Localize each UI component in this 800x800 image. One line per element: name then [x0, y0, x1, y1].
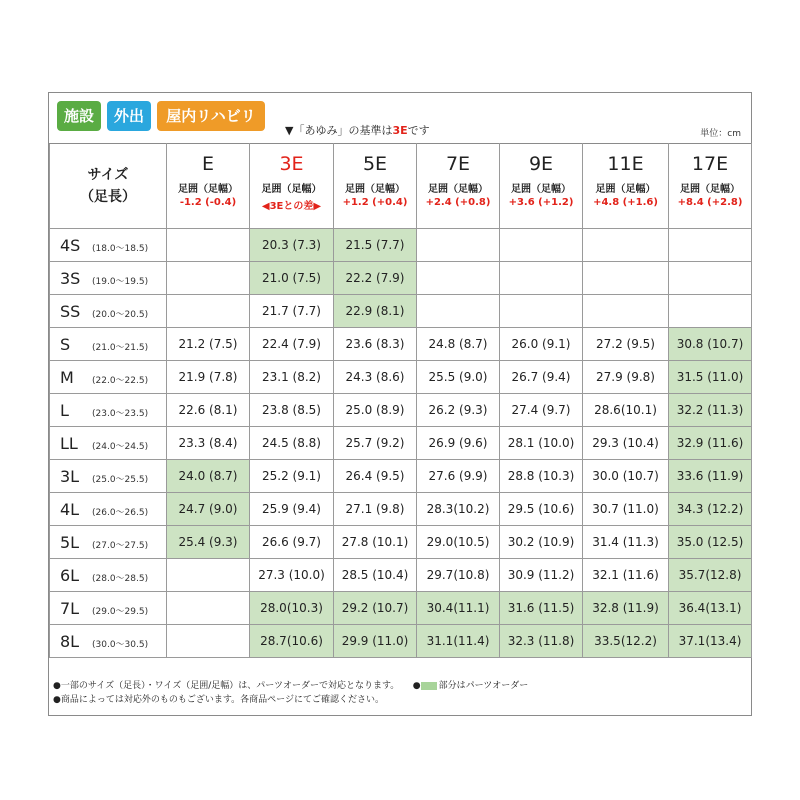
table-cell: 27.3 (10.0) [250, 559, 334, 592]
table-cell: 28.0(10.3) [250, 592, 334, 625]
foot-length-range: (29.0～29.5) [92, 606, 149, 617]
table-cell [500, 262, 583, 295]
foot-length-range: (23.0～23.5) [92, 408, 149, 419]
table-cell: 30.8 (10.7) [669, 328, 752, 361]
table-cell: 24.0 (8.7) [167, 460, 250, 493]
width-subtitle: 足囲（足幅） [595, 184, 656, 195]
table-cell: 24.3 (8.6) [334, 361, 417, 394]
table-cell: 30.2 (10.9) [500, 526, 583, 559]
table-cell: 21.0 (7.5) [250, 262, 334, 295]
foot-length-range: (26.0～26.5) [92, 507, 149, 518]
table-cell [583, 229, 669, 262]
width-diff: +4.8 (+1.6) [593, 197, 658, 208]
table-cell: 22.4 (7.9) [250, 328, 334, 361]
table-row [50, 328, 752, 361]
row-size-label [50, 394, 167, 427]
table-cell: 21.2 (7.5) [167, 328, 250, 361]
table-cell: 27.1 (9.8) [334, 493, 417, 526]
table-header-row [50, 144, 752, 229]
table-row [50, 229, 752, 262]
table-cell: 25.4 (9.3) [167, 526, 250, 559]
table-row [50, 427, 752, 460]
table-cell [669, 262, 752, 295]
foot-length-range: (25.0～25.5) [92, 474, 149, 485]
tag-outing: 外出 [107, 101, 151, 131]
width-header-11e [583, 144, 669, 229]
table-cell: 33.5(12.2) [583, 625, 669, 658]
row-size-label [50, 229, 167, 262]
row-size-label [50, 493, 167, 526]
table-row [50, 592, 752, 625]
table-cell: 24.8 (8.7) [417, 328, 500, 361]
table-row [50, 460, 752, 493]
table-cell [669, 229, 752, 262]
table-cell: 27.8 (10.1) [334, 526, 417, 559]
width-header-17e [669, 144, 752, 229]
row-size-label [50, 295, 167, 328]
table-cell: 21.5 (7.7) [334, 229, 417, 262]
table-cell: 31.1(11.4) [417, 625, 500, 658]
table-cell: 35.7(12.8) [669, 559, 752, 592]
width-name: 17E [691, 153, 729, 175]
table-cell: 29.2 (10.7) [334, 592, 417, 625]
foot-length-range: (20.0～20.5) [92, 309, 149, 320]
width-diff: +8.4 (+2.8) [677, 197, 743, 208]
table-row [50, 625, 752, 658]
table-cell: 30.0 (10.7) [583, 460, 669, 493]
table-cell [167, 625, 250, 658]
width-name: 5E [362, 153, 388, 175]
table-cell: 28.7(10.6) [250, 625, 334, 658]
table-cell: 21.9 (7.8) [167, 361, 250, 394]
size-code: LL [60, 433, 78, 453]
size-code: S [60, 334, 71, 354]
table-cell: 27.9 (9.8) [583, 361, 669, 394]
table-cell: 27.2 (9.5) [583, 328, 669, 361]
table-cell: 32.1 (11.6) [583, 559, 669, 592]
size-code: 7L [60, 598, 80, 618]
size-code: 8L [60, 631, 80, 651]
table-row [50, 295, 752, 328]
table-cell: 21.7 (7.7) [250, 295, 334, 328]
table-cell [417, 295, 500, 328]
table-cell: 22.6 (8.1) [167, 394, 250, 427]
size-code: L [60, 400, 69, 420]
width-subtitle: 足囲（足幅） [178, 184, 238, 195]
width-diff: +2.4 (+0.8) [425, 197, 491, 208]
foot-length-range: (24.0～24.5) [92, 441, 149, 452]
footnotes [53, 679, 528, 707]
table-cell [417, 262, 500, 295]
table-cell: 31.6 (11.5) [500, 592, 583, 625]
footnote-line1 [53, 679, 528, 693]
table-cell [167, 559, 250, 592]
table-row [50, 361, 752, 394]
table-cell: 26.6 (9.7) [250, 526, 334, 559]
table-cell: 22.9 (8.1) [334, 295, 417, 328]
width-header-7e [417, 144, 500, 229]
row-size-label [50, 625, 167, 658]
row-size-label [50, 526, 167, 559]
standard-note-suffix: です [407, 124, 430, 137]
table-cell: 30.4(11.1) [417, 592, 500, 625]
width-diff: ◀3Eとの差▶ [261, 201, 322, 212]
table-cell: 32.3 (11.8) [500, 625, 583, 658]
width-diff: -1.2 (-0.4) [179, 197, 237, 208]
table-cell: 28.5 (10.4) [334, 559, 417, 592]
width-subtitle: 足囲（足幅） [680, 184, 740, 195]
size-code: 6L [60, 565, 80, 585]
tag-indoor-rehab: 屋内リハビリ [157, 101, 265, 131]
table-cell [500, 295, 583, 328]
table-cell [167, 592, 250, 625]
size-code: 3S [60, 268, 81, 288]
foot-length-range: (28.0～28.5) [92, 573, 149, 584]
table-cell: 31.4 (11.3) [583, 526, 669, 559]
chart-header-bar [49, 93, 751, 143]
width-name: 7E [445, 153, 471, 175]
legend-text: 部分はパーツオーダー [438, 681, 529, 691]
foot-length-range: (18.0～18.5) [92, 243, 149, 254]
table-cell: 29.0(10.5) [417, 526, 500, 559]
table-cell [167, 262, 250, 295]
width-header-e [167, 144, 250, 229]
table-cell: 23.3 (8.4) [167, 427, 250, 460]
width-subtitle: 足囲（足幅） [511, 184, 571, 195]
width-header-3e [250, 144, 334, 229]
table-cell: 23.8 (8.5) [250, 394, 334, 427]
table-cell: 28.8 (10.3) [500, 460, 583, 493]
table-cell: 28.3(10.2) [417, 493, 500, 526]
footnote-part-order: ●一部のサイズ（足長）・ワイズ（足囲/足幅）は、パーツオーダーで対応となります。 [53, 681, 395, 691]
table-cell: 32.9 (11.6) [669, 427, 752, 460]
width-subtitle: 足囲（足幅） [345, 184, 405, 195]
table-cell [500, 229, 583, 262]
table-cell: 26.2 (9.3) [417, 394, 500, 427]
unit-label: 単位：cm [700, 129, 741, 139]
table-cell: 24.7 (9.0) [167, 493, 250, 526]
size-chart-frame [48, 92, 752, 716]
size-header-line2: （足長） [80, 189, 136, 205]
table-cell: 29.3 (10.4) [583, 427, 669, 460]
row-size-label [50, 361, 167, 394]
size-table [49, 143, 752, 658]
legend-prefix: ● [412, 681, 421, 691]
foot-length-range: (27.0～27.5) [92, 540, 149, 551]
table-cell [167, 295, 250, 328]
width-subtitle: 足囲（足幅） [428, 184, 488, 195]
table-cell: 25.5 (9.0) [417, 361, 500, 394]
table-cell [583, 262, 669, 295]
table-cell: 23.1 (8.2) [250, 361, 334, 394]
table-cell: 33.6 (11.9) [669, 460, 752, 493]
table-cell: 31.5 (11.0) [669, 361, 752, 394]
width-header-5e [334, 144, 417, 229]
table-cell: 20.3 (7.3) [250, 229, 334, 262]
table-cell [167, 229, 250, 262]
table-cell: 25.2 (9.1) [250, 460, 334, 493]
size-table-body [50, 229, 752, 658]
width-name: 9E [528, 153, 554, 175]
table-cell: 30.7 (11.0) [583, 493, 669, 526]
legend-swatch [421, 682, 437, 690]
table-cell: 36.4(13.1) [669, 592, 752, 625]
footnote-line2: ●商品によっては対応外のものもございます。各商品ページにてご確認ください。 [53, 695, 384, 705]
row-size-label [50, 262, 167, 295]
table-row [50, 394, 752, 427]
table-row [50, 559, 752, 592]
table-cell: 29.7(10.8) [417, 559, 500, 592]
size-code: 3L [60, 466, 80, 486]
tag-facility: 施設 [57, 101, 101, 131]
table-cell: 25.9 (9.4) [250, 493, 334, 526]
width-name: E [201, 153, 214, 175]
table-row [50, 526, 752, 559]
table-cell: 22.2 (7.9) [334, 262, 417, 295]
width-header-9e [500, 144, 583, 229]
row-size-label [50, 460, 167, 493]
width-subtitle: 足囲（足幅） [261, 184, 322, 195]
size-code: 5L [60, 532, 80, 552]
table-cell: 28.1 (10.0) [500, 427, 583, 460]
table-cell: 26.7 (9.4) [500, 361, 583, 394]
table-cell: 26.9 (9.6) [417, 427, 500, 460]
table-row [50, 262, 752, 295]
table-cell: 32.8 (11.9) [583, 592, 669, 625]
table-cell: 24.5 (8.8) [250, 427, 334, 460]
width-diff: +1.2 (+0.4) [342, 197, 408, 208]
table-cell: 29.9 (11.0) [334, 625, 417, 658]
table-cell: 32.2 (11.3) [669, 394, 752, 427]
table-cell: 30.9 (11.2) [500, 559, 583, 592]
table-cell: 26.4 (9.5) [334, 460, 417, 493]
table-cell [669, 295, 752, 328]
table-cell: 35.0 (12.5) [669, 526, 752, 559]
size-header-line1: サイズ [87, 167, 129, 183]
row-size-label [50, 592, 167, 625]
row-size-label [50, 427, 167, 460]
row-size-label [50, 559, 167, 592]
table-cell: 25.7 (9.2) [334, 427, 417, 460]
table-cell: 37.1(13.4) [669, 625, 752, 658]
foot-length-range: (30.0～30.5) [92, 639, 149, 650]
size-code: M [60, 367, 74, 387]
table-cell: 34.3 (12.2) [669, 493, 752, 526]
table-row [50, 493, 752, 526]
table-cell: 26.0 (9.1) [500, 328, 583, 361]
size-column-header [50, 144, 167, 229]
standard-note [285, 122, 430, 138]
row-size-label [50, 328, 167, 361]
table-cell: 25.0 (8.9) [334, 394, 417, 427]
table-cell [417, 229, 500, 262]
table-cell: 27.4 (9.7) [500, 394, 583, 427]
foot-length-range: (21.0～21.5) [92, 342, 149, 353]
width-name: 11E [607, 153, 644, 175]
size-code: 4L [60, 499, 80, 519]
width-name: 3E [279, 153, 304, 175]
foot-length-range: (22.0～22.5) [92, 375, 149, 386]
table-cell: 29.5 (10.6) [500, 493, 583, 526]
table-cell: 28.6(10.1) [583, 394, 669, 427]
table-cell: 27.6 (9.9) [417, 460, 500, 493]
standard-note-prefix: ▼「あゆみ」の基準は [285, 124, 393, 137]
foot-length-range: (19.0～19.5) [92, 276, 149, 287]
table-cell [583, 295, 669, 328]
standard-note-highlight: 3E [392, 124, 408, 137]
size-code: 4S [60, 235, 81, 255]
width-diff: +3.6 (+1.2) [508, 197, 574, 208]
size-code: SS [60, 301, 81, 321]
table-cell: 23.6 (8.3) [334, 328, 417, 361]
